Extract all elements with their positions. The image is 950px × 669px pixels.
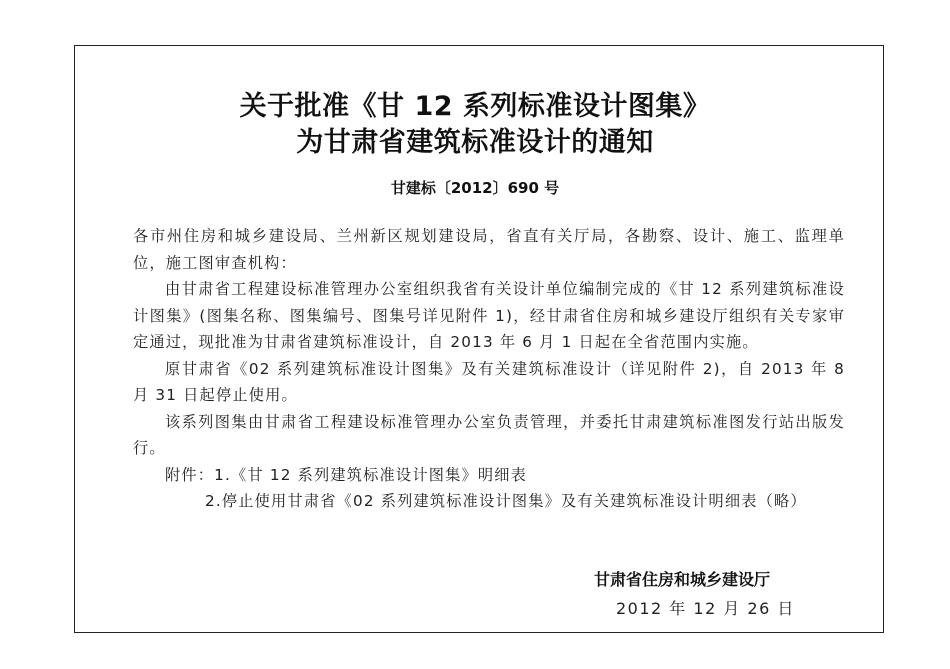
issue-date: 2012 年 12 月 26 日	[616, 599, 795, 618]
issuing-authority: 甘肃省住房和城乡建设厅	[594, 570, 771, 589]
approval-paragraph: 由甘肃省工程建设标准管理办公室组织我省有关设计单位编制完成的《甘 12 系列建筑标准设计图集》(图集名称、图集编号、图集号详见附件 1)，经甘肃省住房和城乡建设厅组织有关专家审定通过，现批准为甘肃省建筑标准设计，自 2013 年 6 月 1 日起在全省范围内实施。	[133, 280, 845, 351]
attachment-item-2: 2.停止使用甘肃省《02 系列建筑标准设计图集》及有关建筑标准设计明细表（略）	[205, 492, 807, 510]
notice-title-line-2: 为甘肃省建筑标准设计的通知	[296, 127, 654, 158]
discontinuation-paragraph: 原甘肃省《02 系列建筑标准设计图集》及有关建筑标准设计（详见附件 2)，自 2013 年 8 月 31 日起停止使用。	[133, 359, 845, 404]
attachment-item-1: 附件：1.《甘 12 系列建筑标准设计图集》明细表	[165, 465, 528, 484]
management-paragraph: 该系列图集由甘肃省工程建设标准管理办公室负责管理，并委托甘肃建筑标准图发行站出版发行。	[133, 412, 845, 457]
notice-body	[133, 223, 845, 515]
addressee-paragraph: 各市州住房和城乡建设局、兰州新区规划建设局，省直有关厅局，各勘察、设计、施工、监理单位，施工图审查机构：	[133, 227, 845, 272]
notice-title-line-1: 关于批准《甘 12 系列标准设计图集》	[239, 91, 711, 122]
document-number: 甘建标〔2012〕690 号	[390, 179, 560, 197]
